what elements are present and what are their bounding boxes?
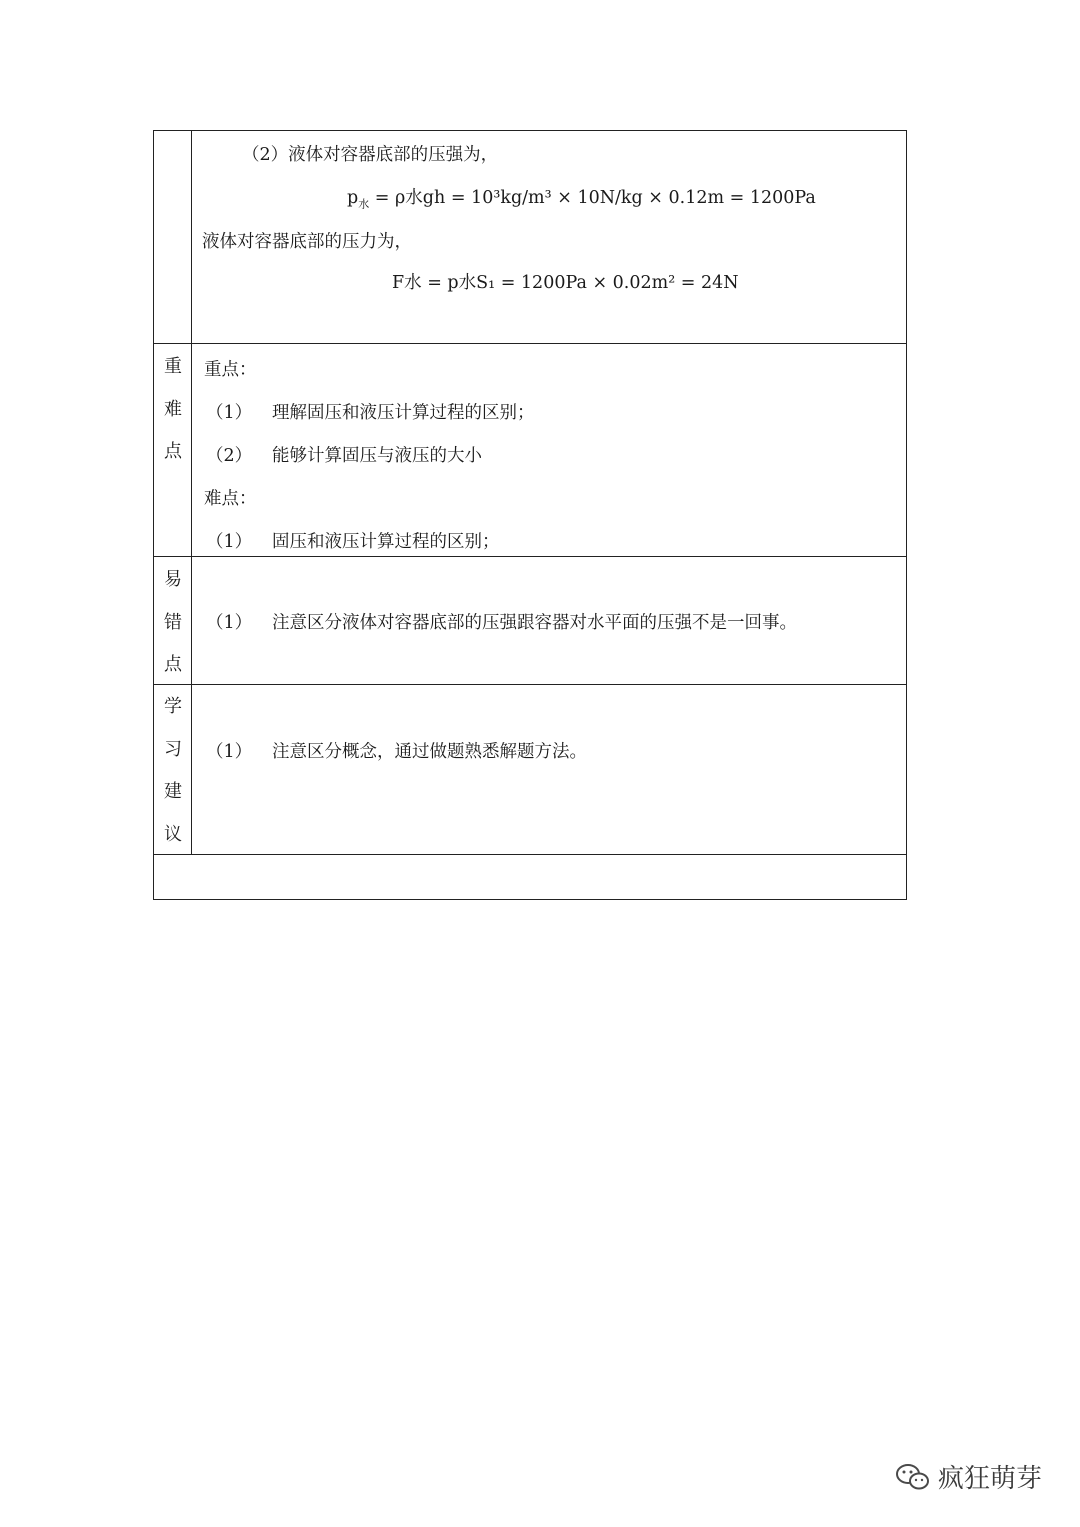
study-advice-label xyxy=(154,686,192,856)
label-char: 错 xyxy=(164,611,182,633)
label-char: 重 xyxy=(164,356,182,377)
key-points-label xyxy=(154,346,192,474)
nandian-title: 难点： xyxy=(204,489,257,509)
solution-content xyxy=(192,131,906,343)
common-errors-label-cell xyxy=(154,557,192,685)
list-item xyxy=(206,442,482,467)
label-char: 学 xyxy=(164,696,182,717)
label-char: 建 xyxy=(164,781,182,802)
summary-table xyxy=(153,130,907,900)
study-advice-row xyxy=(154,684,906,855)
key-points-content xyxy=(192,344,906,557)
pressure-lhs-sub: 水 xyxy=(358,197,370,211)
item-text: 能够计算固压与液压的大小 xyxy=(272,446,482,466)
empty-row xyxy=(154,854,906,898)
study-advice-label-cell xyxy=(154,685,192,855)
item-text: 理解固压和液压计算过程的区别； xyxy=(272,403,535,423)
pressure-lhs: p xyxy=(347,188,359,208)
key-points-row xyxy=(154,343,906,557)
label-char: 习 xyxy=(164,738,182,760)
pressure-equation xyxy=(347,184,816,212)
label-char: 议 xyxy=(164,823,182,845)
list-item xyxy=(206,528,500,553)
item-number: （1） xyxy=(206,403,253,423)
label-char: 难 xyxy=(164,398,182,420)
item-text: 注意区分概念，通过做题熟悉解题方法。 xyxy=(272,742,587,762)
pressure-rhs: = ρ水gh = 10³kg/m³ × 10N/kg × 0.12m = 1200Pa xyxy=(374,188,816,208)
step2-intro: （2）液体对容器底部的压强为， xyxy=(242,145,499,165)
list-item xyxy=(206,738,587,763)
list-item xyxy=(206,609,797,634)
force-intro: 液体对容器底部的压力为， xyxy=(202,232,412,252)
document-sheet xyxy=(153,130,907,900)
item-number: （1） xyxy=(206,532,253,552)
force-equation: F水 = p水S₁ = 1200Pa × 0.02m² = 24N xyxy=(392,273,739,293)
list-item xyxy=(206,399,535,424)
common-errors-content xyxy=(192,557,906,685)
item-number: （1） xyxy=(206,613,253,633)
common-errors-label xyxy=(154,559,192,687)
item-text: 注意区分液体对容器底部的压强跟容器对水平面的压强不是一回事。 xyxy=(272,613,797,633)
watermark-text: 疯狂萌芽 xyxy=(937,1464,1042,1494)
study-advice-content xyxy=(192,685,906,855)
label-char: 易 xyxy=(164,569,182,590)
label-char: 点 xyxy=(164,654,182,675)
item-number: （1） xyxy=(206,742,253,762)
item-text: 固压和液压计算过程的区别； xyxy=(272,532,500,552)
key-points-label-cell xyxy=(154,344,192,557)
solution-label-cell xyxy=(154,131,192,343)
wechat-icon xyxy=(894,1462,932,1492)
item-number: （2） xyxy=(206,446,253,466)
zhongdian-title: 重点： xyxy=(204,360,257,380)
label-char: 点 xyxy=(164,441,182,462)
watermark xyxy=(894,1458,1042,1495)
common-errors-row xyxy=(154,556,906,685)
solution-row xyxy=(154,131,906,343)
